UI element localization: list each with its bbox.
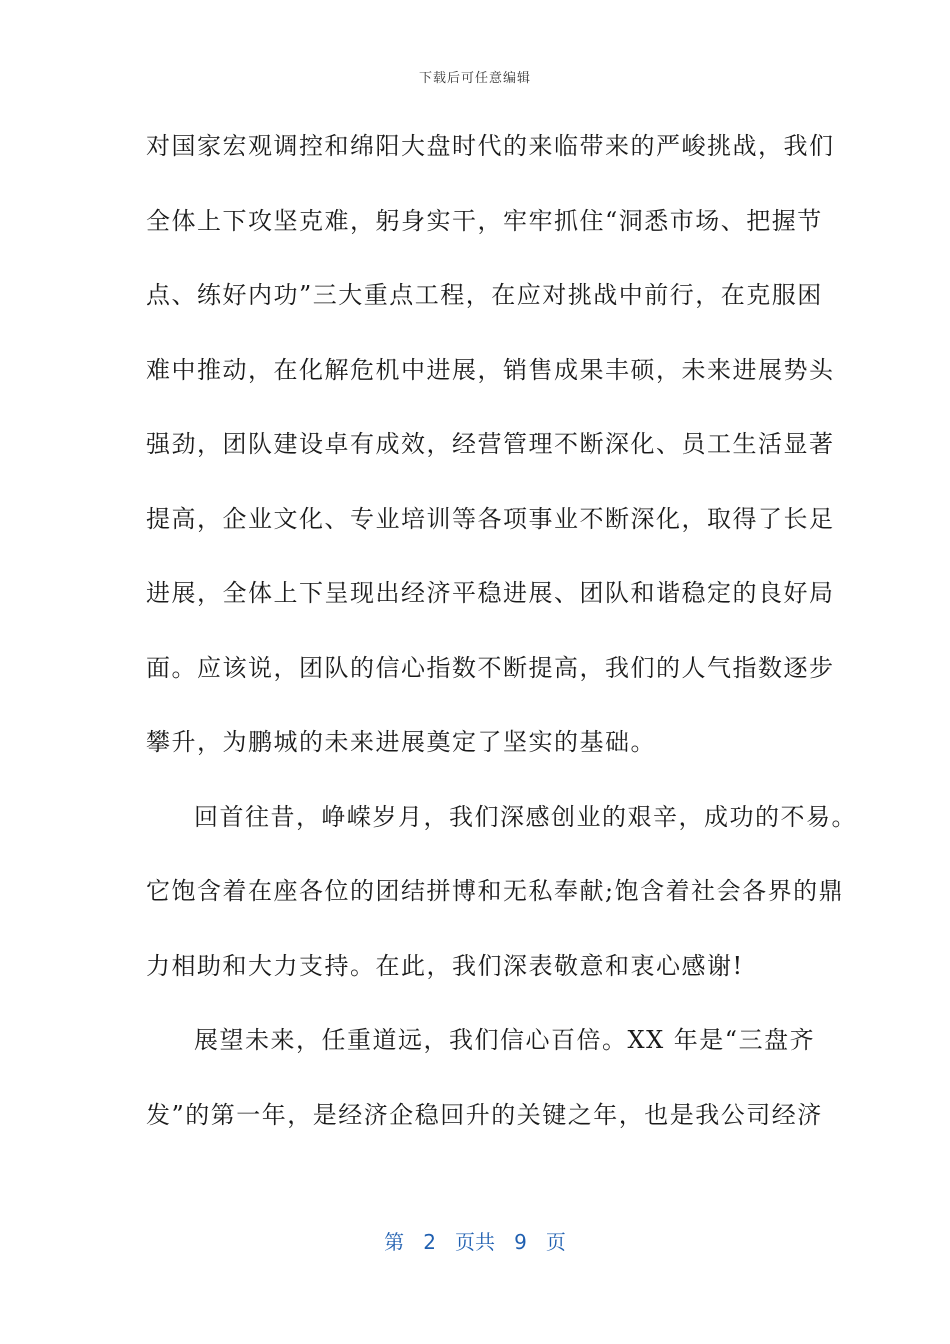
text-line: 提高，企业文化、专业培训等各项事业不断深化，取得了长足 bbox=[146, 504, 835, 533]
text-line: 它饱含着在座各位的团结拼博和无私奉献;饱含着社会各界的鼎 bbox=[146, 877, 845, 905]
text-line: 攀升，为鹏城的未来进展奠定了坚实的基础。 bbox=[146, 728, 656, 756]
current-page-number: 2 bbox=[423, 1230, 436, 1254]
text-line: 难中推动，在化解危机中进展，销售成果丰硕，未来进展势头 bbox=[146, 355, 835, 384]
page-suffix: 页 bbox=[545, 1230, 566, 1254]
text-line: 点、练好内功”三大重点工程，在应对挑战中前行，在克服困 bbox=[146, 281, 823, 309]
text-line: 进展，全体上下呈现出经济平稳进展、团队和谐稳定的良好局 bbox=[146, 579, 835, 607]
paragraph-start-line: 回首往昔，峥嵘岁月，我们深感创业的艰辛，成功的不易。 bbox=[194, 802, 857, 831]
paragraph-start-line: 展望未来，任重道远，我们信心百倍。XX 年是“三盘齐 bbox=[194, 1026, 816, 1054]
text-line: 对国家宏观调控和绵阳大盘时代的来临带来的严峻挑战，我们 bbox=[146, 132, 835, 160]
page-footer bbox=[0, 1226, 950, 1255]
text-line: 力相助和大力支持。在此，我们深表敬意和衷心感谢! bbox=[146, 951, 744, 980]
document-body bbox=[146, 124, 857, 1167]
text-line: 发”的第一年，是经济企稳回升的关键之年，也是我公司经济 bbox=[146, 1100, 823, 1129]
text-line: 全体上下攻坚克难，躬身实干，牢牢抓住“洞悉市场、把握节 bbox=[146, 206, 823, 235]
text-line: 强劲，团队建设卓有成效，经营管理不断深化、员工生活显著 bbox=[146, 430, 835, 458]
header-note: 下载后可任意编辑 bbox=[418, 71, 531, 86]
text-line: 面。应该说，团队的信心指数不断提高，我们的人气指数逐步 bbox=[146, 653, 835, 682]
page-middle: 页共 bbox=[455, 1230, 495, 1254]
total-pages-number: 9 bbox=[514, 1230, 527, 1254]
page-prefix: 第 bbox=[384, 1230, 405, 1254]
